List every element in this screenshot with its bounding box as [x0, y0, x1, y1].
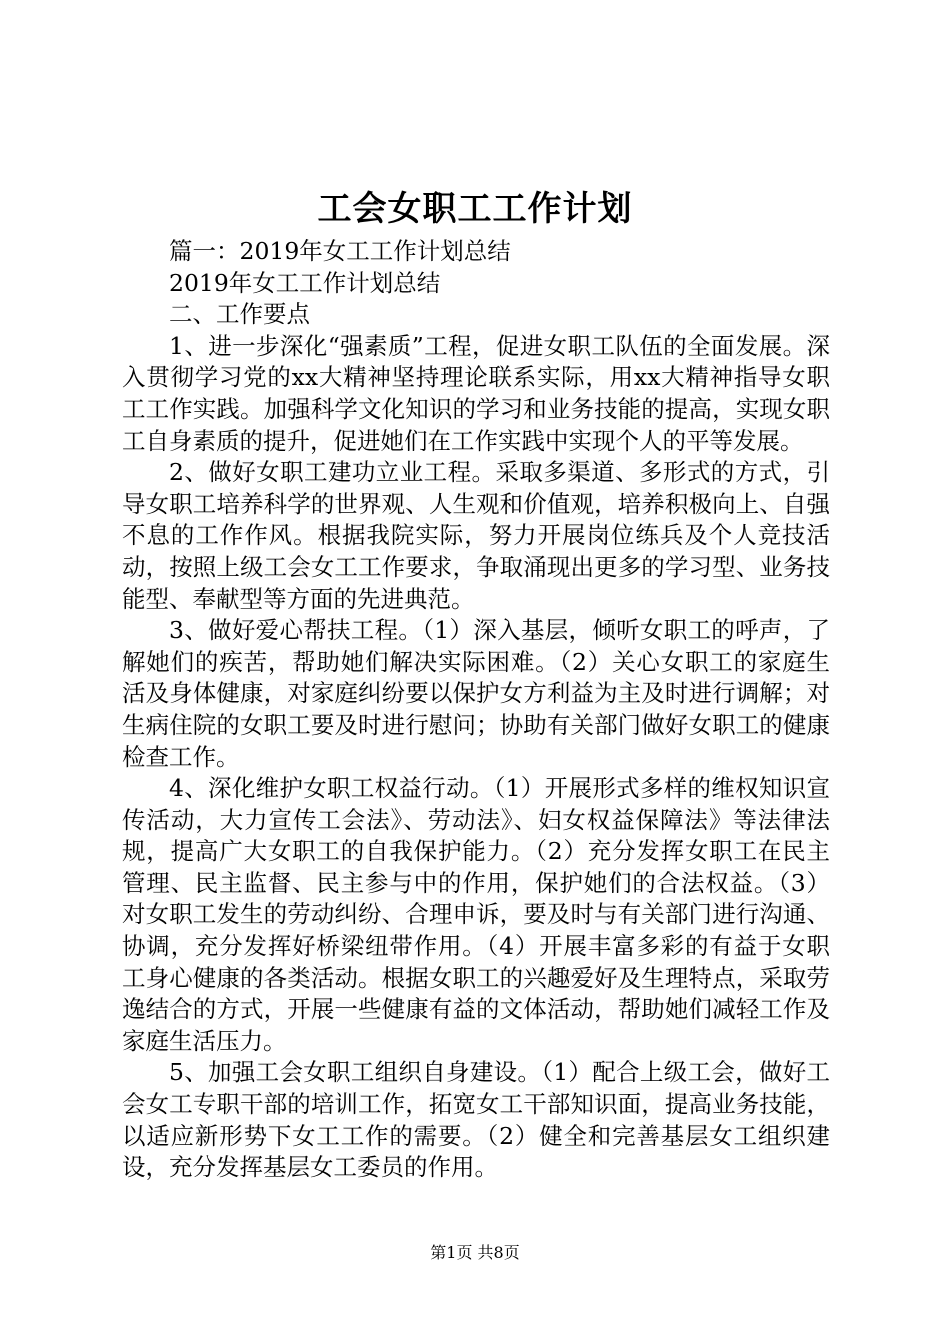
paragraph: 4、深化维护女职工权益行动。（1）开展形式多样的维权知识宣传活动，大力宣传工会法》、劳动法》、妇女权益保障法》等法律法规，提高广大女职工的自我保护能力。（2）充分发挥女职工在民主管理、民主监督、民主参与中的作用，保护她们的合法权益。（3）对女职工发生的劳动纠纷、合理申诉，要及时与有关部门进行沟通、协调，充分发挥好桥梁纽带作用。（4）开展丰富多彩的有益于女职工身心健康的各类活动。根据女职工的兴趣爱好及生理特点，采取劳逸结合的方式，开展一些健康有益的文体活动，帮助她们减轻工作及家庭生活压力。 [122, 774, 830, 1055]
paragraph: 5、加强工会女职工组织自身建设。（1）配合上级工会，做好工会女工专职干部的培训工作，拓宽女工干部知识面，提高业务技能，以适应新形势下女工工作的需要。（2）健全和完善基层女工组织建设，充分发挥基层女工委员的作用。 [122, 1058, 830, 1182]
paragraph: 3、做好爱心帮扶工程。（1）深入基层，倾听女职工的呼声，了解她们的疾苦，帮助她们解决实际困难。（2）关心女职工的家庭生活及身体健康，对家庭纠纷要以保护女方利益为主及时进行调解；对生病住院的女职工要及时进行慰问；协助有关部门做好女职工的健康检查工作。 [122, 616, 830, 771]
document-body [122, 236, 830, 1184]
paragraph: 篇一：2019年女工工作计划总结 [169, 237, 511, 265]
paragraph: 2、做好女职工建功立业工程。采取多渠道、多形式的方式，引导女职工培养科学的世界观、人生观和价值观，培养积极向上、自强不息的工作作风。根据我院实际，努力开展岗位练兵及个人竞技活动，按照上级工会女工工作要求，争取涌现出更多的学习型、业务技能型、奉献型等方面的先进典范。 [122, 458, 830, 613]
paragraph: 1、进一步深化“强素质”工程，促进女职工队伍的全面发展。深入贯彻学习党的xx大精神坚持理论联系实际，用xx大精神指导女职工工作实践。加强科学文化知识的学习和业务技能的提高，实现女职工自身素质的提升，促进她们在工作实践中实现个人的平等发展。 [122, 331, 830, 455]
paragraph: 2019年女工工作计划总结 [169, 268, 441, 297]
document-title: 工会女职工工作计划 [317, 189, 633, 229]
page-footer: 第1页 共8页 [430, 1243, 520, 1262]
paragraph: 二、工作要点 [169, 300, 310, 329]
